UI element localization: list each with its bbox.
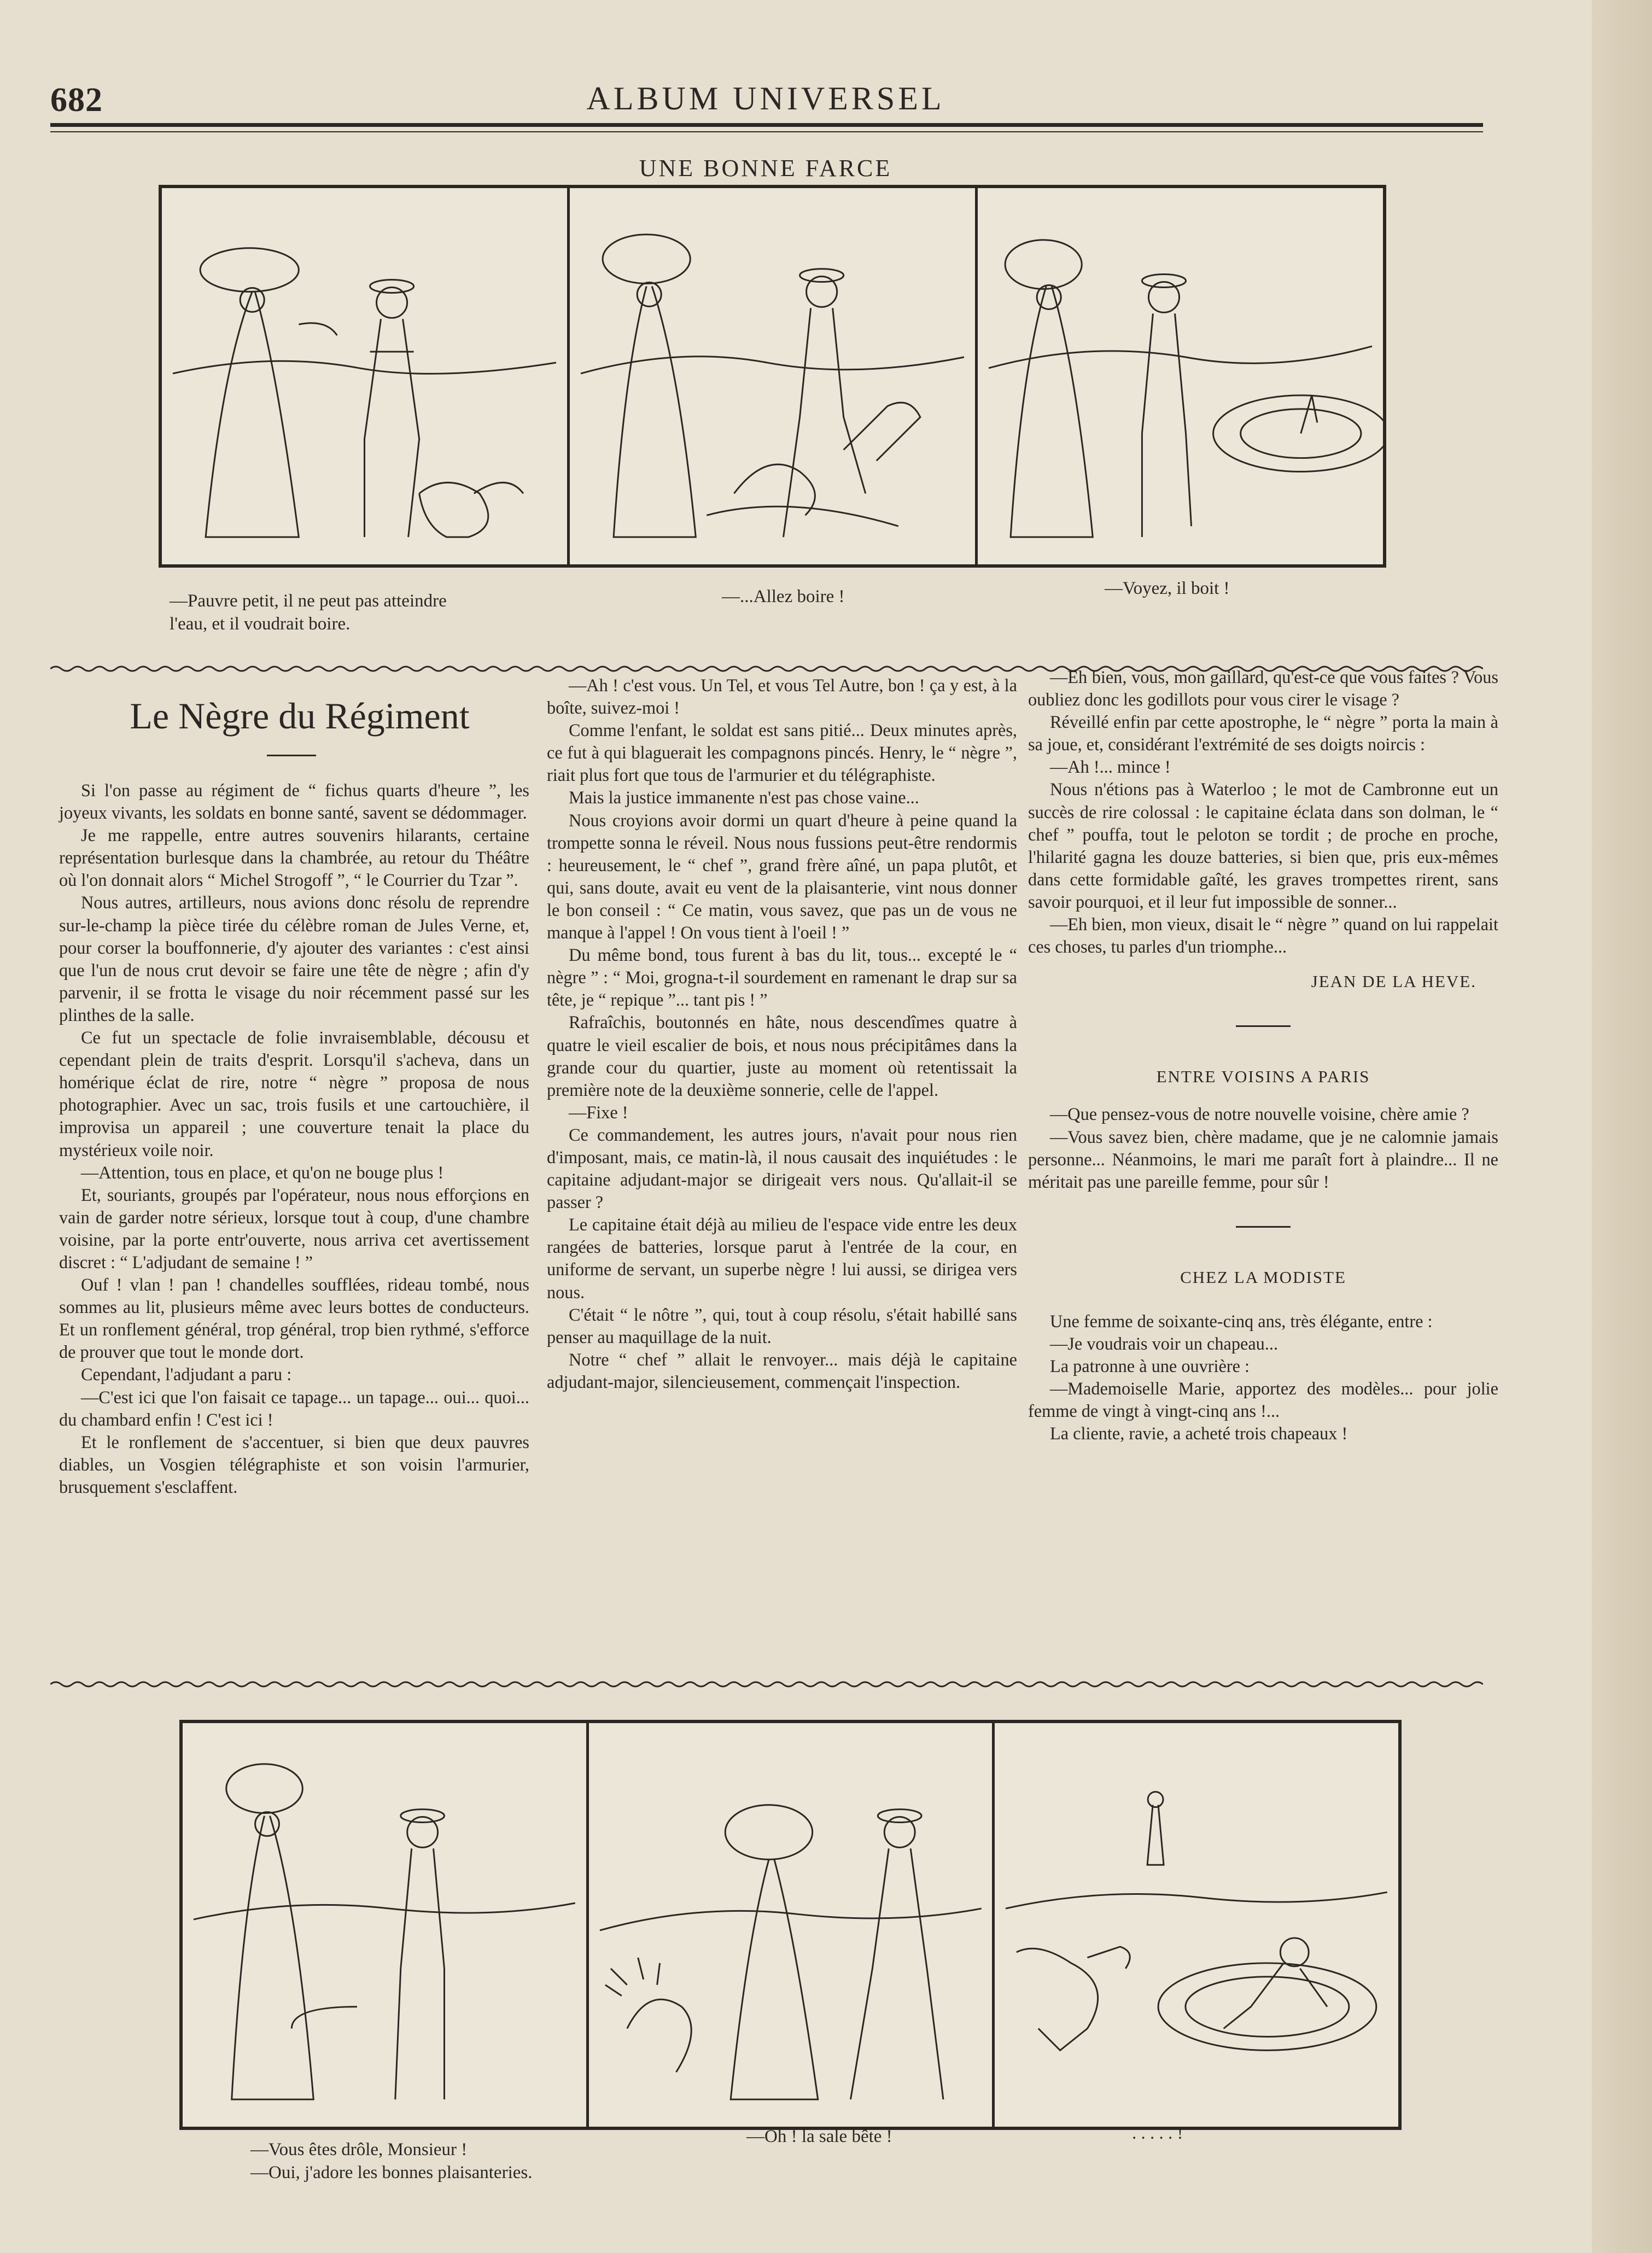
- wavy-divider: [50, 1680, 1483, 1689]
- paragraph: Rafraîchis, boutonnés en hâte, nous descendîmes quatre à quatre le vieil escalier de bois, et nous nous précipitâmes dans la grande cour du quartier, juste au moment où retentissait la première note de la deuxième sonnerie, celle de l'appel.: [547, 1012, 1017, 1100]
- column-1: [59, 779, 529, 1498]
- bottom-caption-1: [250, 2138, 743, 2184]
- paragraph: Comme l'enfant, le soldat est sans pitié... Deux minutes après, ce fut à qui blaguerait les compagnons pincés. Henry, le “ nègre ”, riait plus fort que tous de l'armurier et du télégraphiste.: [547, 720, 1017, 785]
- bottom-panel-2: [589, 1723, 995, 2127]
- paragraph: Et, souriants, groupés par l'opérateur, nous nous efforçions en vain de garder notre sérieux, lorsque tout à coup, d'une chambre voisine, par la porte entr'ouverte, nous arriva cet avertissement discret : “ L'adjudant de semaine ! ”: [59, 1184, 529, 1272]
- paragraph: Notre “ chef ” allait le renvoyer... mais déjà le capitaine adjudant-major, silencieusement, commençait l'inspection.: [547, 1349, 1017, 1392]
- paragraph: Ouf ! vlan ! pan ! chandelles soufflées, rideau tombé, nous sommes au lit, plusieurs même avec leurs bottes de conducteurs. Et un ronflement général, trop général, trop bien rythmé, s'efforce de prouver que tout le monde dort.: [59, 1275, 529, 1362]
- paragraph: Cependant, l'adjudant a paru :: [81, 1364, 292, 1385]
- modiste-body: [1028, 1310, 1498, 1445]
- top-panel-3: [978, 188, 1383, 564]
- bottom-panel-3: [995, 1723, 1398, 2127]
- paragraph: Ce fut un spectacle de folie invraisemblable, décousu et cependant plein de traits d'esprit. Lorsqu'il s'acheva, dans un homérique éclat de rire, notre “ nègre ” proposa de nous photographier. Avec un sac, trois fusils et une cartouchière, il improvisa un appareil ; une couverture tenait la place du mystérieux voile noir.: [59, 1028, 529, 1160]
- paragraph: Si l'on passe au régiment de “ fichus quarts d'heure ”, les joyeux vivants, les soldats en bonne santé, savent se dédommager.: [59, 780, 529, 823]
- section-rule: [1236, 1025, 1291, 1027]
- paragraph: Nous croyions avoir dormi un quart d'heure à peine quand la trompette sonna le réveil. Nous nous fussions peut-être rendormis : heureusement, le “ chef ”, grand frère aîné, un papa plutôt, et qui, sans doute, avait eu vent de la plaisanterie, vint nous donner le bon conseil : “ Ce matin, vous savez, que pas un de vous ne manque à l'appel ! On vous tient à l'oeil ! ”: [547, 810, 1017, 943]
- top-caption-2: —...Allez boire !: [722, 587, 845, 606]
- paragraph: Je me rappelle, entre autres souvenirs hilarants, certaine représentation burlesque dans la chambrée, au retour du Théâtre où l'on donnait alors “ Michel Strogoff ”, “ le Courrier du Tzar ”.: [59, 825, 529, 890]
- page-margin: [1592, 0, 1652, 2253]
- bottom-panel-1: [183, 1723, 589, 2127]
- voisins-body: [1028, 1103, 1498, 1193]
- bottom-comic-strip: [179, 1720, 1402, 2130]
- article-signature: JEAN DE LA HEVE.: [1311, 972, 1476, 991]
- illustration-man-in-pond: [995, 1723, 1398, 2127]
- paragraph: Du même bond, tous furent à bas du lit, tous... excepté le “ nègre ” : “ Moi, grogna-t-il sourdement en ramenant le drap sur sa tête, je “ repique ”... tant pis ! ”: [547, 945, 1017, 1010]
- column-3: [1028, 666, 1498, 1445]
- caption-line: l'eau, et il voudrait boire.: [170, 614, 351, 634]
- paragraph: —Attention, tous en place, et qu'on ne bouge plus !: [81, 1162, 444, 1182]
- bottom-caption-2: —Oh ! la sale bête !: [746, 2127, 892, 2146]
- paragraph: —Je voudrais voir un chapeau...: [1050, 1333, 1279, 1353]
- illustration-dog-kicked: [570, 188, 975, 564]
- bottom-caption-3: . . . . . !: [1132, 2123, 1183, 2143]
- article-title: Le Nègre du Régiment: [130, 695, 470, 737]
- paragraph: Le capitaine était déjà au milieu de l'espace vide entre les deux rangées de batteries, lorsque parut à l'entrée de la cour, en uniforme de servant, un superbe nègre ! lui aussi, se dirigea vers nous.: [547, 1215, 1017, 1302]
- paragraph: —Ah ! c'est vous. Un Tel, et vous Tel Autre, bon ! ça y est, à la boîte, suivez-moi !: [547, 675, 1017, 718]
- header-rule: [50, 123, 1483, 127]
- paragraph: C'était “ le nôtre ”, qui, tout à coup résolu, s'était habillé sans penser au maquillage de la nuit.: [547, 1304, 1017, 1347]
- top-panel-1: [162, 188, 570, 564]
- paragraph: Réveillé enfin par cette apostrophe, le “ nègre ” porta la main à sa joue, et, considérant l'extrémité de ses doigts noircis :: [1028, 712, 1498, 755]
- paragraph: —Mademoiselle Marie, apportez des modèles... pour jolie femme de vingt à vingt-cinq ans !...: [1028, 1379, 1498, 1421]
- illustration-conversation: [183, 1723, 586, 2127]
- paragraph: Ce commandement, les autres jours, n'avait pour nous rien d'imposant, mais, ce matin-là, il nous causait des inquiétudes : le capitaine adjudant-major se dirigeait vers nous. Qu'allait-il se passer ?: [547, 1124, 1017, 1212]
- page-number: 682: [50, 81, 103, 119]
- top-caption-3: —Voyez, il boit !: [1105, 579, 1230, 598]
- modiste-title: CHEZ LA MODISTE: [1180, 1267, 1346, 1287]
- paragraph: Nous n'étions pas à Waterloo ; le mot de Cambronne eut un succès de rire colossal : le capitaine éclata dans son dolman, le “ chef ” pouffa, tout le peloton se tordit ; de proche en proche, l'hilarité gagna les douze batteries, si bien que, pris eux-mêmes dans cette formidable gaîté, les graves trompettes rirent, sans savoir pourquoi, et il leur fut impossible de sonner...: [1028, 779, 1498, 912]
- paragraph: Mais la justice immanente n'est pas chose vaine...: [569, 787, 919, 808]
- paragraph: La cliente, ravie, a acheté trois chapeaux !: [1050, 1423, 1348, 1444]
- paragraph: La patronne à une ouvrière :: [1050, 1356, 1250, 1376]
- title-rule: [267, 755, 316, 756]
- paragraph: —Vous savez bien, chère madame, que je ne calomnie jamais personne... Néanmoins, le mari me paraît fort à plaindre... Il ne méritait pas une pareille femme, pour sûr !: [1028, 1126, 1498, 1192]
- caption-line: —Vous êtes drôle, Monsieur !: [250, 2140, 468, 2159]
- paragraph: Et le ronflement de s'accentuer, si bien que deux pauvres diables, un Vosgien télégraphiste et son voisin l'armurier, brusquement s'esclaffent.: [59, 1432, 529, 1497]
- caption-line: —Pauvre petit, il ne peut pas atteindre: [170, 591, 447, 611]
- top-comic-strip: [159, 185, 1386, 568]
- paragraph: —Eh bien, mon vieux, disait le “ nègre ” quand on lui rappelait ces choses, tu parles d'un triomphe...: [1028, 914, 1498, 957]
- header-rule-thin: [50, 131, 1483, 132]
- voisins-title: ENTRE VOISINS A PARIS: [1156, 1067, 1370, 1087]
- paragraph: —Eh bien, vous, mon gaillard, qu'est-ce que vous faites ? Vous oubliez donc les godillots pour vous cirer le visage ?: [1028, 667, 1498, 710]
- paragraph: —Que pensez-vous de notre nouvelle voisine, chère amie ?: [1050, 1104, 1469, 1124]
- paragraph: —Ah !... mince !: [1050, 757, 1171, 777]
- column-2: [547, 674, 1017, 1393]
- paragraph: —Fixe !: [569, 1102, 628, 1122]
- paragraph: Une femme de soixante-cinq ans, très élégante, entre :: [1050, 1311, 1433, 1331]
- paragraph: Nous autres, artilleurs, nous avions donc résolu de reprendre sur-le-champ la pièce tirée du célèbre roman de Jules Verne, et, pour corser la bouffonnerie, d'y ajouter des variantes : c'est ainsi que l'un de nous crut devoir se faire une tête de nègre ; afin d'y parvenir, il se frotta le visage du noir récemment passé sur les plinthes de la salle.: [59, 892, 529, 1025]
- top-panel-2: [570, 188, 978, 564]
- caption-line: —Oui, j'adore les bonnes plaisanteries.: [250, 2163, 533, 2182]
- top-caption-1: [170, 589, 585, 635]
- paragraph: —C'est ici que l'on faisait ce tapage... un tapage... oui... quoi... du chambard enfin ! C'est ici !: [59, 1387, 529, 1429]
- publication-title: ALBUM UNIVERSEL: [586, 80, 945, 116]
- section-rule: [1236, 1226, 1291, 1228]
- illustration-dog-in-pond: [978, 188, 1383, 564]
- illustration-dog-shaking: [589, 1723, 993, 2127]
- illustration-woman-man-dog: [162, 188, 567, 564]
- strip-title: UNE BONNE FARCE: [639, 155, 892, 182]
